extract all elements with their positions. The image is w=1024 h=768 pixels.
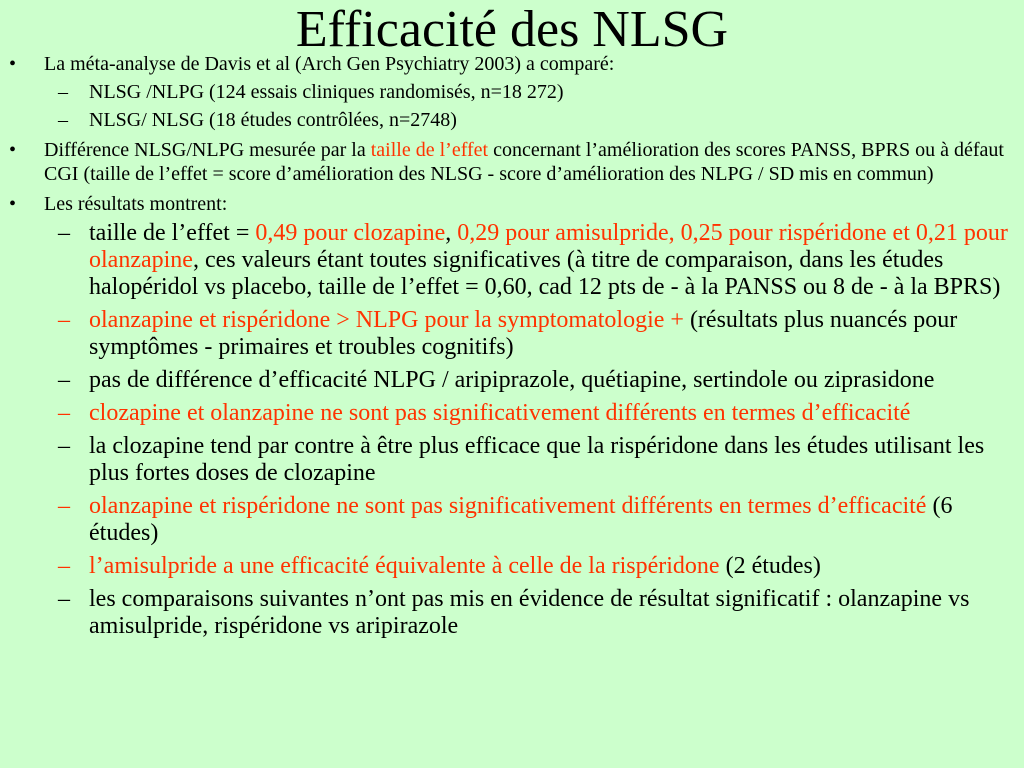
bullet-icon: • [9,193,17,215]
bullet-icon: • [9,139,17,161]
bullet-text-part: concernant l’amélioration des scores PANSS, BPRS ou à défaut CGI (taille de l’effet = score d’amélioration des NLSG - score d’amélioration des NLPG / SD mis en commun) [44,139,1004,185]
result-olanzapine-risperidone [0,493,1024,547]
result-text-part: , [445,220,458,246]
result-olanzapine-risperidone-vs-nlpg [0,307,1024,361]
highlight-text: taille de l’effet [370,139,489,161]
bullet-meta-analysis [0,52,1024,76]
bullet-text: La méta-analyse de Davis et al (Arch Gen Psychiatry 2003) a comparé: [44,53,615,75]
result-non-significant-comparisons [0,586,1024,640]
sub-item-nlsg-nlpg [0,80,1024,104]
dash-icon: – [58,109,68,131]
result-no-difference [0,367,1024,394]
dash-icon: – [58,433,70,459]
result-text: pas de différence d’efficacité NLPG / aripiprazole, quétiapine, sertindole ou ziprasidone [89,367,935,393]
sub-item-text: NLSG/ NLSG (18 études contrôlées, n=2748) [89,109,457,131]
bullet-text: Les résultats montrent: [44,193,228,215]
bullet-icon: • [9,53,17,75]
bullet-text-part: Différence NLSG/NLPG mesurée par la [44,139,371,161]
dash-icon: – [58,307,70,333]
result-text-part: taille de l’effet = [89,220,256,246]
dash-icon: – [58,400,70,426]
highlight-text: l’amisulpride a une efficacité équivalente à celle de la rispéridone [89,553,720,579]
result-amisulpride-risperidone [0,553,1024,580]
highlight-text: clozapine et olanzapine ne sont pas significativement différents en termes d’efficacité [89,400,911,426]
dash-icon: – [58,220,70,246]
slide-title: Efficacité des NLSG [295,1,729,58]
sub-item-nlsg-nlsg [0,108,1024,132]
dash-icon: – [58,586,70,612]
highlight-text: 0,49 pour clozapine [255,220,446,246]
sub-item-text: NLSG /NLPG (124 essais cliniques randomisés, n=18 272) [89,81,564,103]
result-effect-sizes [0,220,1024,301]
result-clozapine-olanzapine [0,400,1024,427]
result-text-part: (résultats plus nuancés pour symptômes - primaires et troubles cognitifs) [89,307,958,360]
bullet-effect-size-definition [0,138,1024,186]
result-text: la clozapine tend par contre à être plus efficace que la rispéridone dans les études utilisant les plus fortes doses de clozapine [89,433,985,486]
highlight-text: 0,29 pour amisulpride, 0,25 pour rispéridone et 0,21 pour olanzapine [89,220,1008,273]
dash-icon: – [58,493,70,519]
result-text-part: (2 études) [719,553,821,579]
result-text-part: , ces valeurs étant toutes significatives (à titre de comparaison, dans les études halopéridol vs placebo, taille de l’effet = 0,60, cad 12 pts de - à la PANSS ou 8 de - à la BPRS) [89,247,1001,300]
result-text: les comparaisons suivantes n’ont pas mis en évidence de résultat significatif : olanzapine vs amisulpride, rispéridone vs aripirazole [89,586,970,639]
dash-icon: – [58,81,68,103]
result-clozapine-vs-risperidone [0,433,1024,487]
dash-icon: – [58,367,70,393]
slide-content [0,52,1024,646]
dash-icon: – [58,553,70,579]
highlight-text: olanzapine et rispéridone ne sont pas significativement différents en termes d’efficacité [89,493,927,519]
result-text-part: (6 études) [89,493,953,546]
highlight-text: olanzapine et rispéridone > NLPG pour la symptomatologie + [89,307,684,333]
bullet-results [0,192,1024,216]
